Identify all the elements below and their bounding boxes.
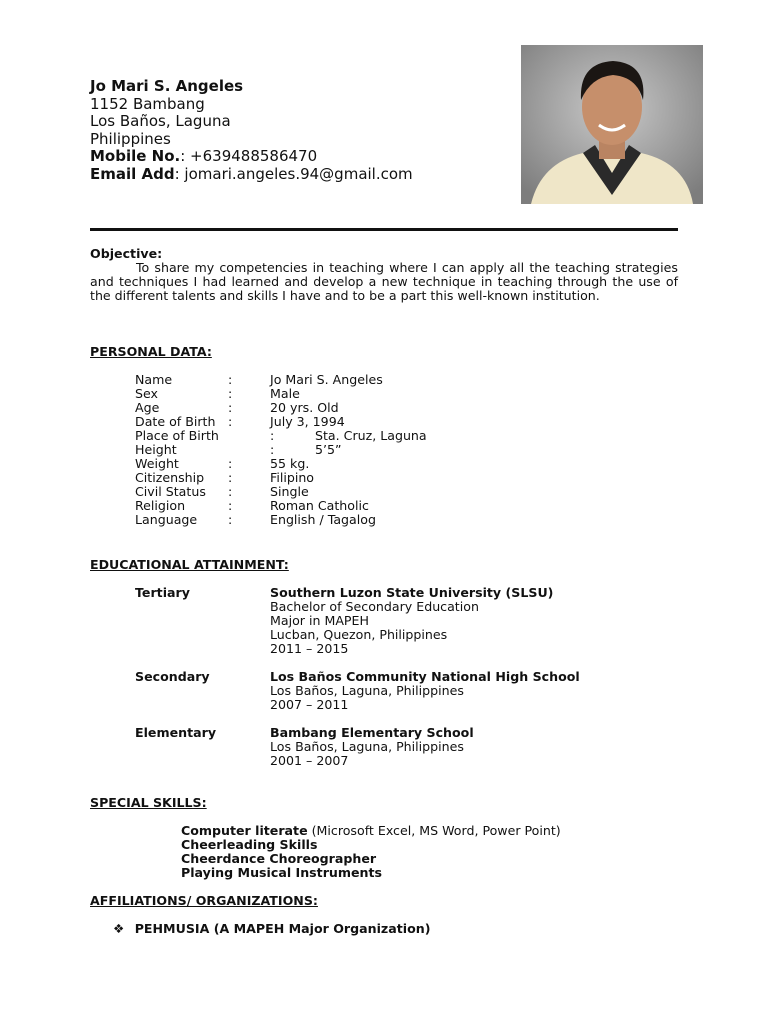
personal-data-row [135,442,342,457]
education-level: Secondary [135,669,210,684]
skill-item: Computer literate (Microsoft Excel, MS Word, Power Point) [181,823,561,838]
field-value: Filipino [270,470,315,485]
school-name: Los Baños Community National High School [270,669,580,684]
skill-item: Playing Musical Instruments [181,865,383,880]
field-colon: : [228,498,233,513]
field-colon: : [228,470,233,485]
education-detail: Lucban, Quezon, Philippines [270,627,448,642]
field-label: Name [135,372,173,387]
personal-data-row [135,400,339,415]
field-value: Male [270,386,300,401]
personal-data-row [135,372,383,387]
affiliation-item [113,922,430,936]
applicant-name: Jo Mari S. Angeles [90,77,244,95]
personal-data-row [135,498,369,513]
address-line: Philippines [90,129,171,148]
field-colon: : [228,414,233,429]
field-label: Age [135,400,160,415]
affiliation-text: PEHMUSIA (A MAPEH Major Organization) [134,921,431,936]
field-value: English / Tagalog [270,512,376,527]
personal-data-row [135,414,345,429]
personal-data-row [135,470,315,485]
education-detail: Major in MAPEH [270,613,369,628]
field-label: Language [135,512,198,527]
education-heading: EDUCATIONAL ATTAINMENT: [90,557,289,572]
personal-data-heading: PERSONAL DATA: [90,344,212,359]
field-colon: : [228,372,233,387]
profile-photo [521,45,703,204]
field-label: Height [135,442,177,457]
field-colon: : [228,456,233,471]
education-detail: Los Baños, Laguna, Philippines [270,739,464,754]
field-label: Civil Status [135,484,206,499]
skill-item: Cheerleading Skills [181,837,318,852]
objective-text: To share my competencies in teaching where I can apply all the teaching strategies and techniques I had learned and develop a new technique in teaching through the use of the different talents and skills I have and to be a part this well-known institution. [90,260,678,303]
personal-data-row [135,386,300,401]
education-detail: 2011 – 2015 [270,641,349,656]
personal-data-row [135,456,310,471]
field-value: Single [270,484,309,499]
field-value: 55 kg. [270,456,310,471]
field-value: 5’5” [315,442,342,457]
field-label: Weight [135,456,179,471]
field-value: Roman Catholic [270,498,369,513]
field-label: Citizenship [135,470,205,485]
field-value: 20 yrs. Old [270,400,339,415]
address-line: 1152 Bambang [90,94,205,113]
education-detail: 2007 – 2011 [270,697,349,712]
skills-heading: SPECIAL SKILLS: [90,795,207,810]
field-colon: : [270,428,275,443]
field-colon: : [228,400,233,415]
education-level: Elementary [135,725,217,740]
field-value: July 3, 1994 [270,414,345,429]
field-colon: : [270,442,275,457]
contact-header [90,78,413,184]
skills-list [181,824,561,880]
field-label: Religion [135,498,186,513]
education-detail: 2001 – 2007 [270,753,349,768]
personal-data-row [135,512,376,527]
header-divider [90,228,678,231]
school-name: Bambang Elementary School [270,725,474,740]
field-colon: : [228,484,233,499]
diamond-bullet-icon: ❖ [113,921,125,936]
email-address: Email Add: jomari.angeles.94@gmail.com [90,164,413,183]
address-line: Los Baños, Laguna [90,112,231,131]
field-colon: : [228,386,233,401]
education-level: Tertiary [135,585,190,600]
field-label: Date of Birth [135,414,216,429]
school-name: Southern Luzon State University (SLSU) [270,585,554,600]
field-value: Jo Mari S. Angeles [270,372,383,387]
affiliations-heading: AFFILIATIONS/ ORGANIZATIONS: [90,893,318,908]
objective-section [90,247,678,303]
education-detail: Los Baños, Laguna, Philippines [270,683,464,698]
objective-heading: Objective: [90,246,163,261]
field-colon: : [228,512,233,527]
field-value: Sta. Cruz, Laguna [315,428,427,443]
personal-data-row [135,428,427,443]
mobile-number: Mobile No.: +639488586470 [90,147,318,166]
education-detail: Bachelor of Secondary Education [270,599,479,614]
personal-data-row [135,484,309,499]
field-label: Sex [135,386,158,401]
skill-item: Cheerdance Choreographer [181,851,377,866]
field-label: Place of Birth [135,428,219,443]
